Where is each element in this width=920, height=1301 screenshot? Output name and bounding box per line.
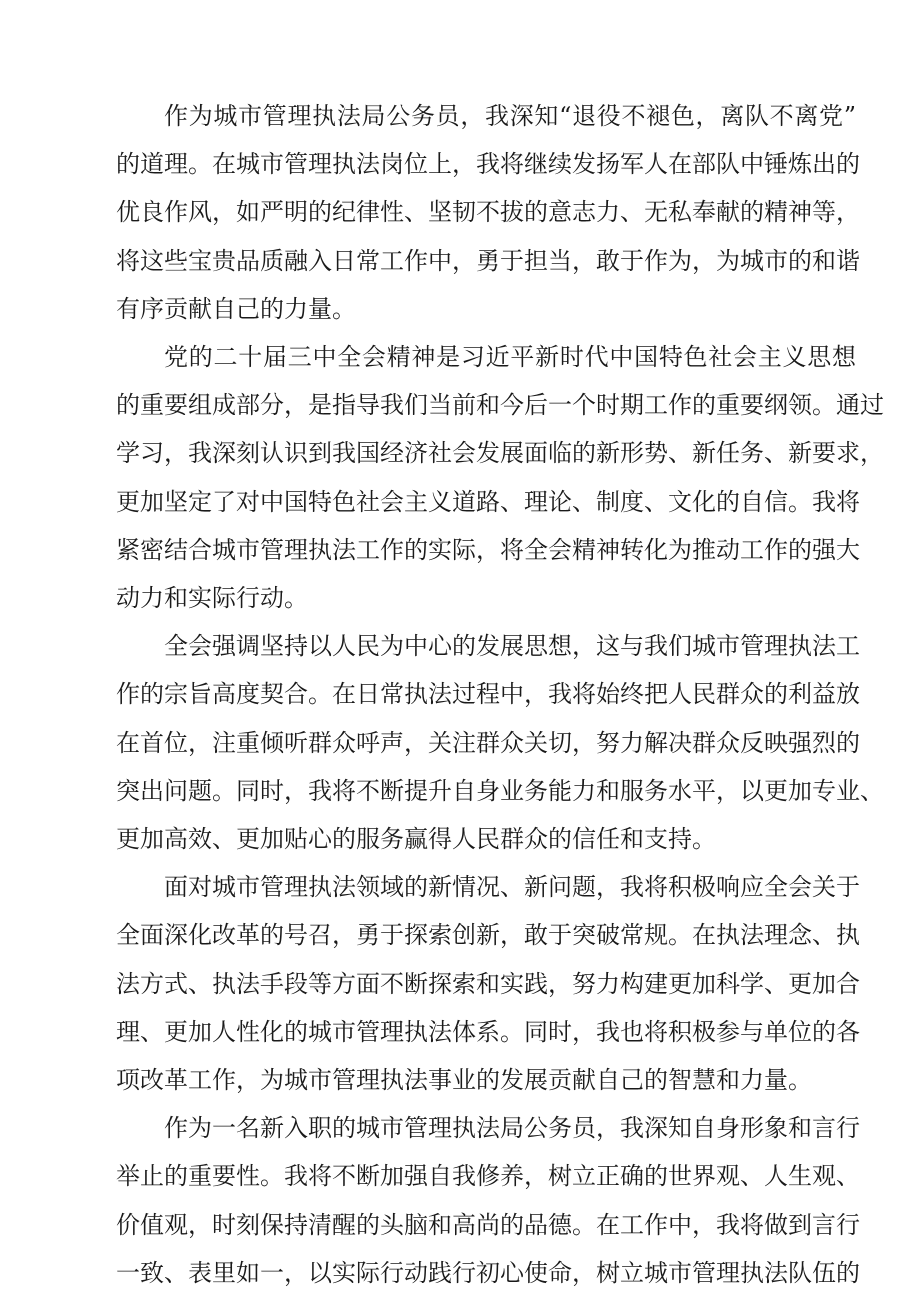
text-line: 面对城市管理执法领域的新情况、新问题，我将积极响应全会关于 <box>164 873 860 902</box>
text-line: 在首位，注重倾听群众呼声，关注群众关切，努力解决群众反映强烈的 <box>116 728 860 757</box>
text-line: 全面深化改革的号召，勇于探索创新，敢于突破常规。在执法理念、执 <box>116 921 860 950</box>
text-line: 党的二十届三中全会精神是习近平新时代中国特色社会主义思想 <box>164 343 856 372</box>
text-line: 作为城市管理执法局公务员，我深知“退役不褪色，离队不离党” <box>164 102 856 130</box>
text-line: 将这些宝贵品质融入日常工作中，勇于担当，敢于作为，为城市的和谐 <box>116 246 860 275</box>
paragraph-5 <box>116 1104 860 1297</box>
text-line: 紧密结合城市管理执法工作的实际，将全会精神转化为推动工作的强大 <box>116 535 860 564</box>
text-line: 法方式、执法手段等方面不断探索和实践，努力构建更加科学、更加合 <box>116 969 860 998</box>
text-line: 价值观，时刻保持清醒的头脑和高尚的品德。在工作中，我将做到言行 <box>116 1210 860 1239</box>
text-line: 理、更加人性化的城市管理执法体系。同时，我也将积极参与单位的各 <box>116 1017 860 1046</box>
document-body <box>116 92 884 1297</box>
text-line: 举止的重要性。我将不断加强自我修养，树立正确的世界观、人生观、 <box>116 1162 860 1191</box>
text-line: 项改革工作，为城市管理执法事业的发展贡献自己的智慧和力量。 <box>116 1066 812 1095</box>
text-line: 突出问题。同时，我将不断提升自身业务能力和服务水平，以更加专业、 <box>116 776 884 805</box>
paragraph-4 <box>116 863 860 1104</box>
text-line: 的道理。在城市管理执法岗位上，我将继续发扬军人在部队中锤炼出的 <box>116 150 860 179</box>
text-line: 作的宗旨高度契合。在日常执法过程中，我将始终把人民群众的利益放 <box>116 680 860 709</box>
text-line: 有序贡献自己的力量。 <box>116 294 356 323</box>
text-line: 学习，我深刻认识到我国经济社会发展面临的新形势、新任务、新要求， <box>116 439 884 468</box>
text-line: 更加高效、更加贴心的服务赢得人民群众的信任和支持。 <box>116 825 716 854</box>
text-line: 一致、表里如一，以实际行动践行初心使命，树立城市管理执法队伍的 <box>116 1258 860 1287</box>
text-line: 优良作风，如严明的纪律性、坚韧不拔的意志力、无私奉献的精神等， <box>116 198 860 227</box>
text-line: 的重要组成部分，是指导我们当前和今后一个时期工作的重要纲领。通过 <box>116 391 884 420</box>
paragraph-2 <box>116 333 884 622</box>
text-line: 作为一名新入职的城市管理执法局公务员，我深知自身形象和言行 <box>164 1114 860 1143</box>
text-line: 动力和实际行动。 <box>116 584 308 613</box>
text-line: 全会强调坚持以人民为中心的发展思想，这与我们城市管理执法工 <box>164 632 860 661</box>
text-line: 更加坚定了对中国特色社会主义道路、理论、制度、文化的自信。我将 <box>116 487 860 516</box>
paragraph-1 <box>116 92 860 333</box>
paragraph-3 <box>116 622 884 863</box>
